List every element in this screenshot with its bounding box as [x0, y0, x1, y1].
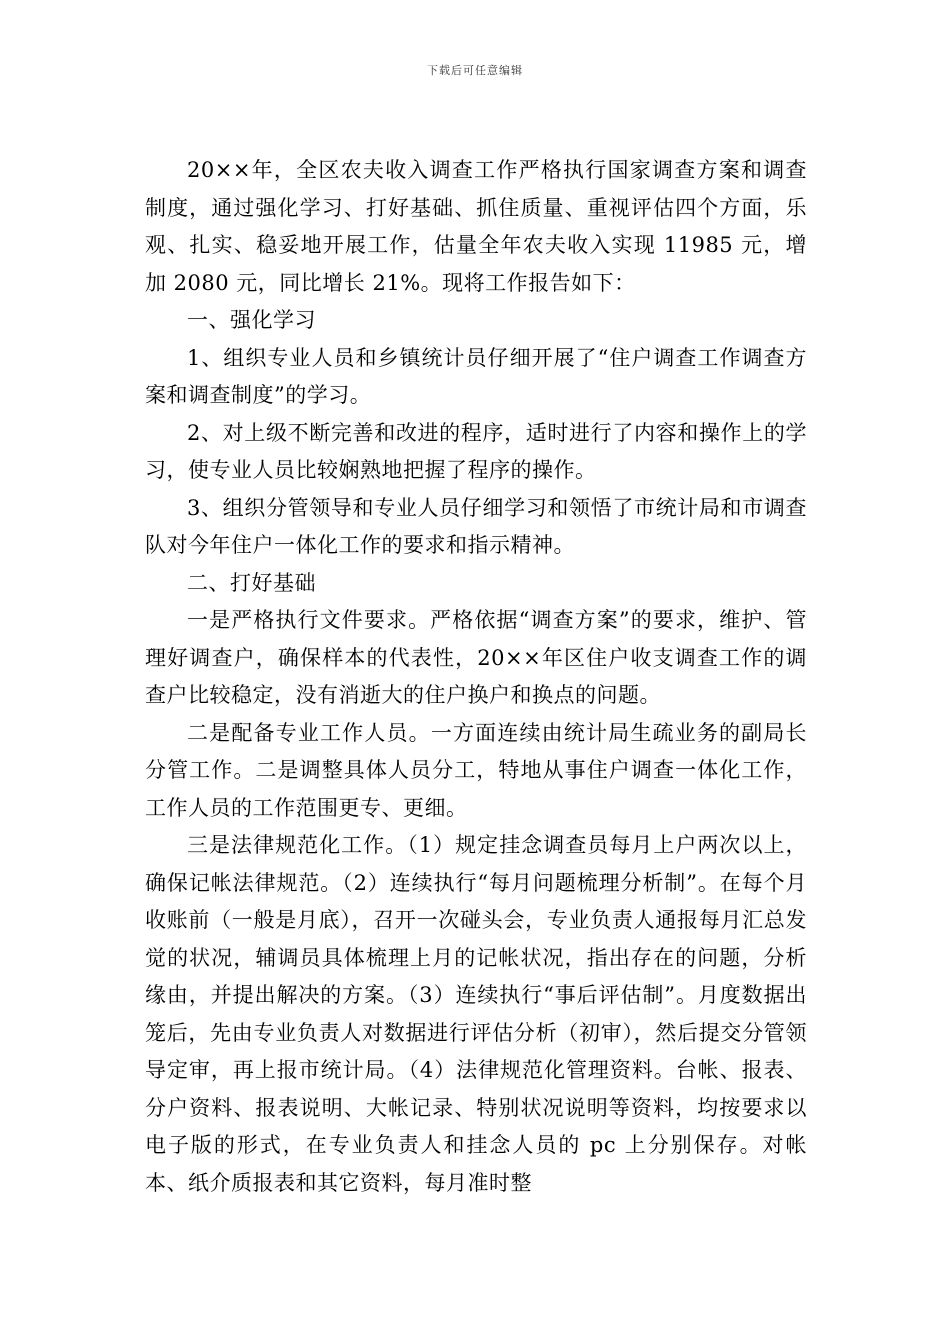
paragraph-foundation-2: 二是配备专业工作人员。一方面连续由统计局生疏业务的副局长分管工作。二是调整具体人员分工，特地从事住户调查一体化工作，工作人员的工作范围更专、更细。	[145, 720, 807, 820]
paragraph-intro: 20××年，全区农夫收入调查工作严格执行国家调查方案和调查制度，通过强化学习、打好基础、抓住质量、重视评估四个方面，乐观、扎实、稳妥地开展工作，估量全年农夫收入实现 11985 元，增加 2080 元，同比增长 21%。现将工作报告如下：	[145, 158, 807, 295]
document-body	[145, 152, 807, 1202]
page-header: 下载后可任意编辑	[427, 64, 523, 77]
paragraph-study-3: 3、组织分管领导和专业人员仔细学习和领悟了市统计局和市调查队对今年住户一体化工作的要求和指示精神。	[145, 495, 807, 557]
section-heading-study: 一、强化学习	[187, 308, 316, 332]
paragraph-foundation-1: 一是严格执行文件要求。严格依据“调查方案”的要求，维护、管理好调查户，确保样本的代表性，20××年区住户收支调查工作的调查户比较稳定，没有消逝大的住户换户和换点的问题。	[145, 608, 807, 707]
section-heading-foundation: 二、打好基础	[187, 570, 316, 595]
paragraph-foundation-3: 三是法律规范化工作。（1）规定挂念调查员每月上户两次以上，确保记帐法律规范。（2）连续执行“每月问题梳理分析制”。在每个月收账前（一般是月底），召开一次碰头会，专业负责人通报每月汇总发觉的状况，辅调员具体梳理上月的记帐状况，指出存在的问题，分析缘由，并提出解决的方案。（3）连续执行“事后评估制”。月度数据出笼后，先由专业负责人对数据进行评估分析（初审），然后提交分管领导定审，再上报市统计局。（4）法律规范化管理资料。台帐、报表、分户资料、报表说明、大帐记录、特别状况说明等资料，均按要求以电子版的形式，在专业负责人和挂念人员的 pc 上分别保存。对帐本、纸介质报表和其它资料，每月准时整	[145, 833, 807, 1195]
paragraph-study-2: 2、对上级不断完善和改进的程序，适时进行了内容和操作上的学习，使专业人员比较娴熟地把握了程序的操作。	[145, 420, 807, 482]
paragraph-study-1: 1、组织专业人员和乡镇统计员仔细开展了“住户调查工作调查方案和调查制度”的学习。	[145, 345, 807, 407]
